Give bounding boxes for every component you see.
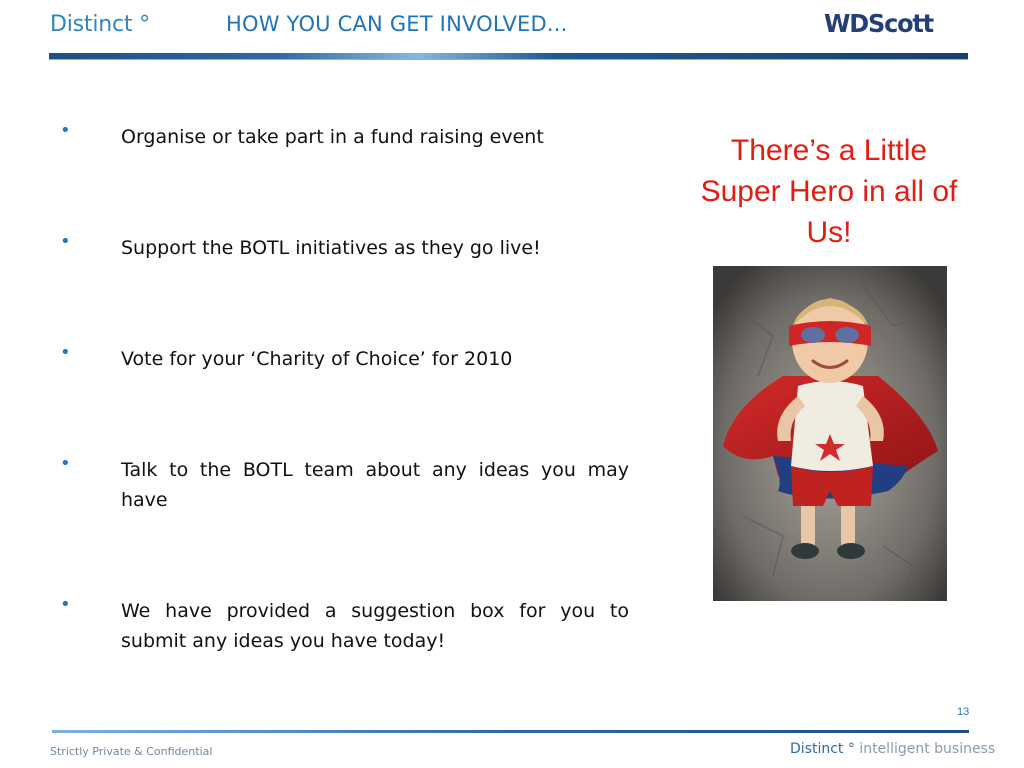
- footer-brand-name: Distinct °: [790, 741, 855, 757]
- logo-distinct: Distinct °: [50, 12, 150, 37]
- bullet-icon: •: [60, 120, 71, 141]
- header-rule-thin: [49, 59, 968, 60]
- tagline: There’s a Little Super Hero in all of Us!: [700, 134, 958, 249]
- bullet-icon: •: [60, 453, 71, 474]
- page-number: 13: [957, 706, 970, 718]
- bullet-text: We have provided a suggestion box for you to submit any ideas you have today!: [121, 600, 629, 652]
- confidentiality-notice: Strictly Private & Confidential: [50, 745, 213, 758]
- bullet-text: Organise or take part in a fund raising event: [121, 126, 544, 148]
- bullet-icon: •: [60, 342, 71, 363]
- footer-brand-slogan: intelligent business: [854, 741, 996, 757]
- bullet-icon: •: [60, 594, 71, 615]
- slide-title: HOW YOU CAN GET INVOLVED...: [226, 12, 568, 36]
- bullet-text: Support the BOTL initiatives as they go live!: [121, 237, 541, 259]
- bullet-text: Vote for your ‘Charity of Choice’ for 2010: [121, 348, 513, 370]
- logo-wdscott: WDScott: [824, 9, 933, 39]
- footer-rule: [52, 730, 969, 733]
- bullet-icon: •: [60, 231, 71, 252]
- footer-brand: [790, 741, 995, 757]
- superhero-child-photo: [713, 266, 947, 601]
- bullet-text: Talk to the BOTL team about any ideas you may have: [121, 459, 629, 511]
